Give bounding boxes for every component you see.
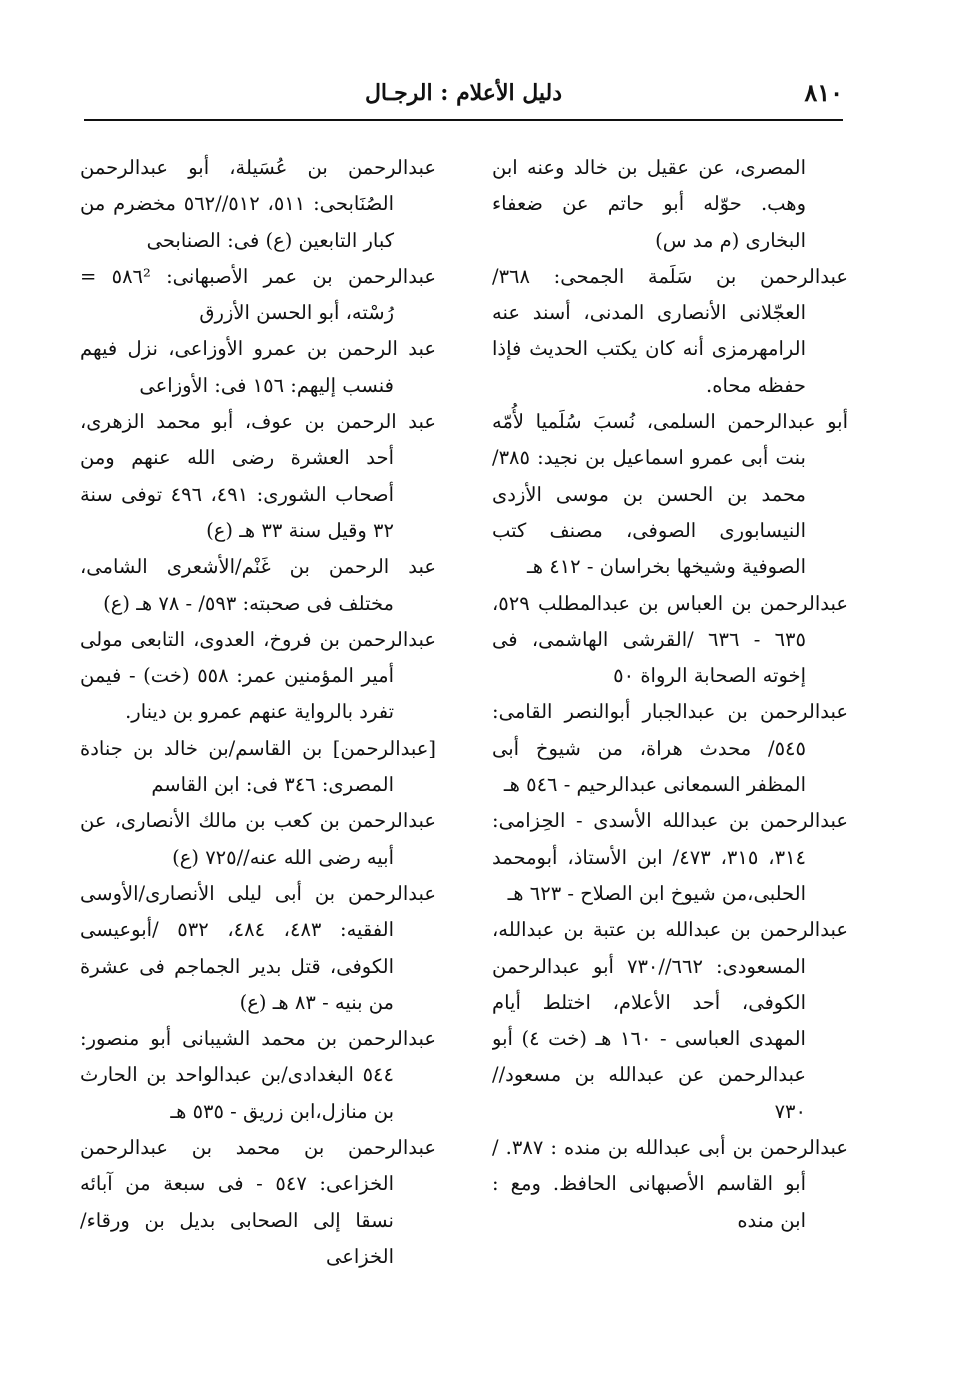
index-entry: عبدالرحمن بن محمد الشيبانى أبو منصور: ٥٤٤ البغدادى/بن عبدالواحد بن الحارث بن منازل،ابن زريق - ٥٣٥ هـ xyxy=(80,1027,436,1123)
index-entry: أبو عبدالرحمن السلمى، نُسبَ سُلَميا لأُمّه بنت أبى عمرو اسماعيل بن نجيد: ٣٨٥/ محمد بن الحسن بن موسى الأزدى النيسابورى الصوفى، مصنف كتب الصوفية وشيخها بخراسان - ٤١٢ هـ xyxy=(492,410,848,579)
index-entry: عبدالرحمن بن كعب بن مالك الأنصارى، عن أبيه رضى الله عنه//٧٢٥ (ع) xyxy=(80,809,436,869)
header-rule xyxy=(84,119,843,121)
index-entry: عبدالرحمن بن العباس بن عبدالمطلب ٥٢٩، ٦٣٥ - ٦٣٦ /القرشى الهاشمى، فى إخوته الصحابة الرواة ٥٠ xyxy=(492,591,848,688)
right-column xyxy=(492,150,848,1275)
index-entry: عبدالرحمن بن عُسَيلة، أبو عبدالرحمن الصُنَابحى: ٥١١، ٥١٢//٥٦٢ مخضرم من كبار التابعين (ع) فى: الصنابحى xyxy=(80,156,436,252)
index-entry: عبدالرحمن بن سَلَمة الجمحى: ٣٦٨/ العجّلانى الأنصارى المدنى، أسند عنه الرامهرمزى أنه كان يكتب الحديث فإذا حفظه محاه. xyxy=(492,264,848,397)
index-entry: عبدالرحمن بن فروخ، العدوى، التابعى مولى أمير المؤمنين عمر: ٥٥٨ (خت) - فيمن تفرد بالرواية عنهم عمرو بن دينار. xyxy=(80,627,436,724)
left-column xyxy=(80,150,436,1275)
running-title: دليل الأعلام : الرجـال xyxy=(364,80,563,106)
index-entry: عبد الرحمن بن عمرو الأوزاعى، نزل فيهم فنسب إليهم: ١٥٦ فى: الأوزاعى xyxy=(80,337,436,397)
index-entry: المصرى، عن عقيل بن خالد وعنه ابن وهب. حوّله أبو حاتم عن ضعفاء البخارى (م مد س) xyxy=(492,156,806,252)
index-entry: عبد الرحمن بن غَنْم/الأشعرى الشامى، مختلف فى صحبته: ٥٩٣/ - ٧٨ هـ (ع) xyxy=(80,555,436,615)
index-entry: [عبدالرحمن] بن القاسم/بن خالد بن جنادة المصرى: ٣٤٦ فى: ابن القاسم xyxy=(80,736,436,797)
index-entry: عبدالرحمن بن عمر الأصبهانى: ٥٨٦² = رُسْته، أبو الحسن الأزرق xyxy=(80,264,436,325)
index-entry: عبد الرحمن بن عوف، أبو محمد الزهرى، أحد العشرة رضى الله عنهم ومن أصحاب الشورى: ٤٩١، ٤٩٦ توفى سنة ٣٢ وقيل سنة ٣٣ هـ (ع) xyxy=(80,410,436,542)
index-entry: عبدالرحمن بن أبى عبدالله بن منده : ٣٨٧. /أبو القاسم الأصبهانى الحافظ. ومع : ابن منده xyxy=(492,1136,848,1232)
index-entry: عبدالرحمن بن عبدالله بن عتبة بن عبدالله، المسعودى: ٦٦٢//٧٣٠ أبو عبدالرحمن الكوفى، أحد الأعلام، اختلط أيام المهدى العباسى - ١٦٠ هـ (خت ٤) أبو عبدالرحمن عن عبدالله بن مسعود//٧٣٠ xyxy=(492,918,848,1123)
page-number: ٨١٠ xyxy=(804,78,843,107)
index-entry: عبدالرحمن بن أبى ليلى الأنصارى/الأوسى الفقيه: ٤٨٣، ٤٨٤، ٥٣٢ /أبوعيسى الكوفى، قتل بدير الجماجم فى عشرة من بنيه - ٨٣ هـ (ع) xyxy=(80,881,436,1014)
index-entry: عبدالرحمن بن محمد بن عبدالرحمن الخزاعى: ٥٤٧ - فى سبعة من آبائه نسقا إلى الصحابى بديل بن ورقاء/الخزاعى xyxy=(80,1136,436,1268)
index-entry: عبدالرحمن بن عبدالله الأسدى - الحِزامى: ٣١٤، ٣١٥، ٤٧٣/ ابن الأستاذ، أبومحمد الحلبى،من شيوخ ابن الصلاح - ٦٢٣ هـ xyxy=(492,809,848,905)
page-header xyxy=(84,78,843,114)
index-entry: عبدالرحمن بن عبدالجبار أبوالنصر القامى: ٥٤٥/ محدث هراة، من شيوخ أبى المظفر السمعانى عبدالرحيم - ٥٤٦ هـ xyxy=(492,700,848,797)
